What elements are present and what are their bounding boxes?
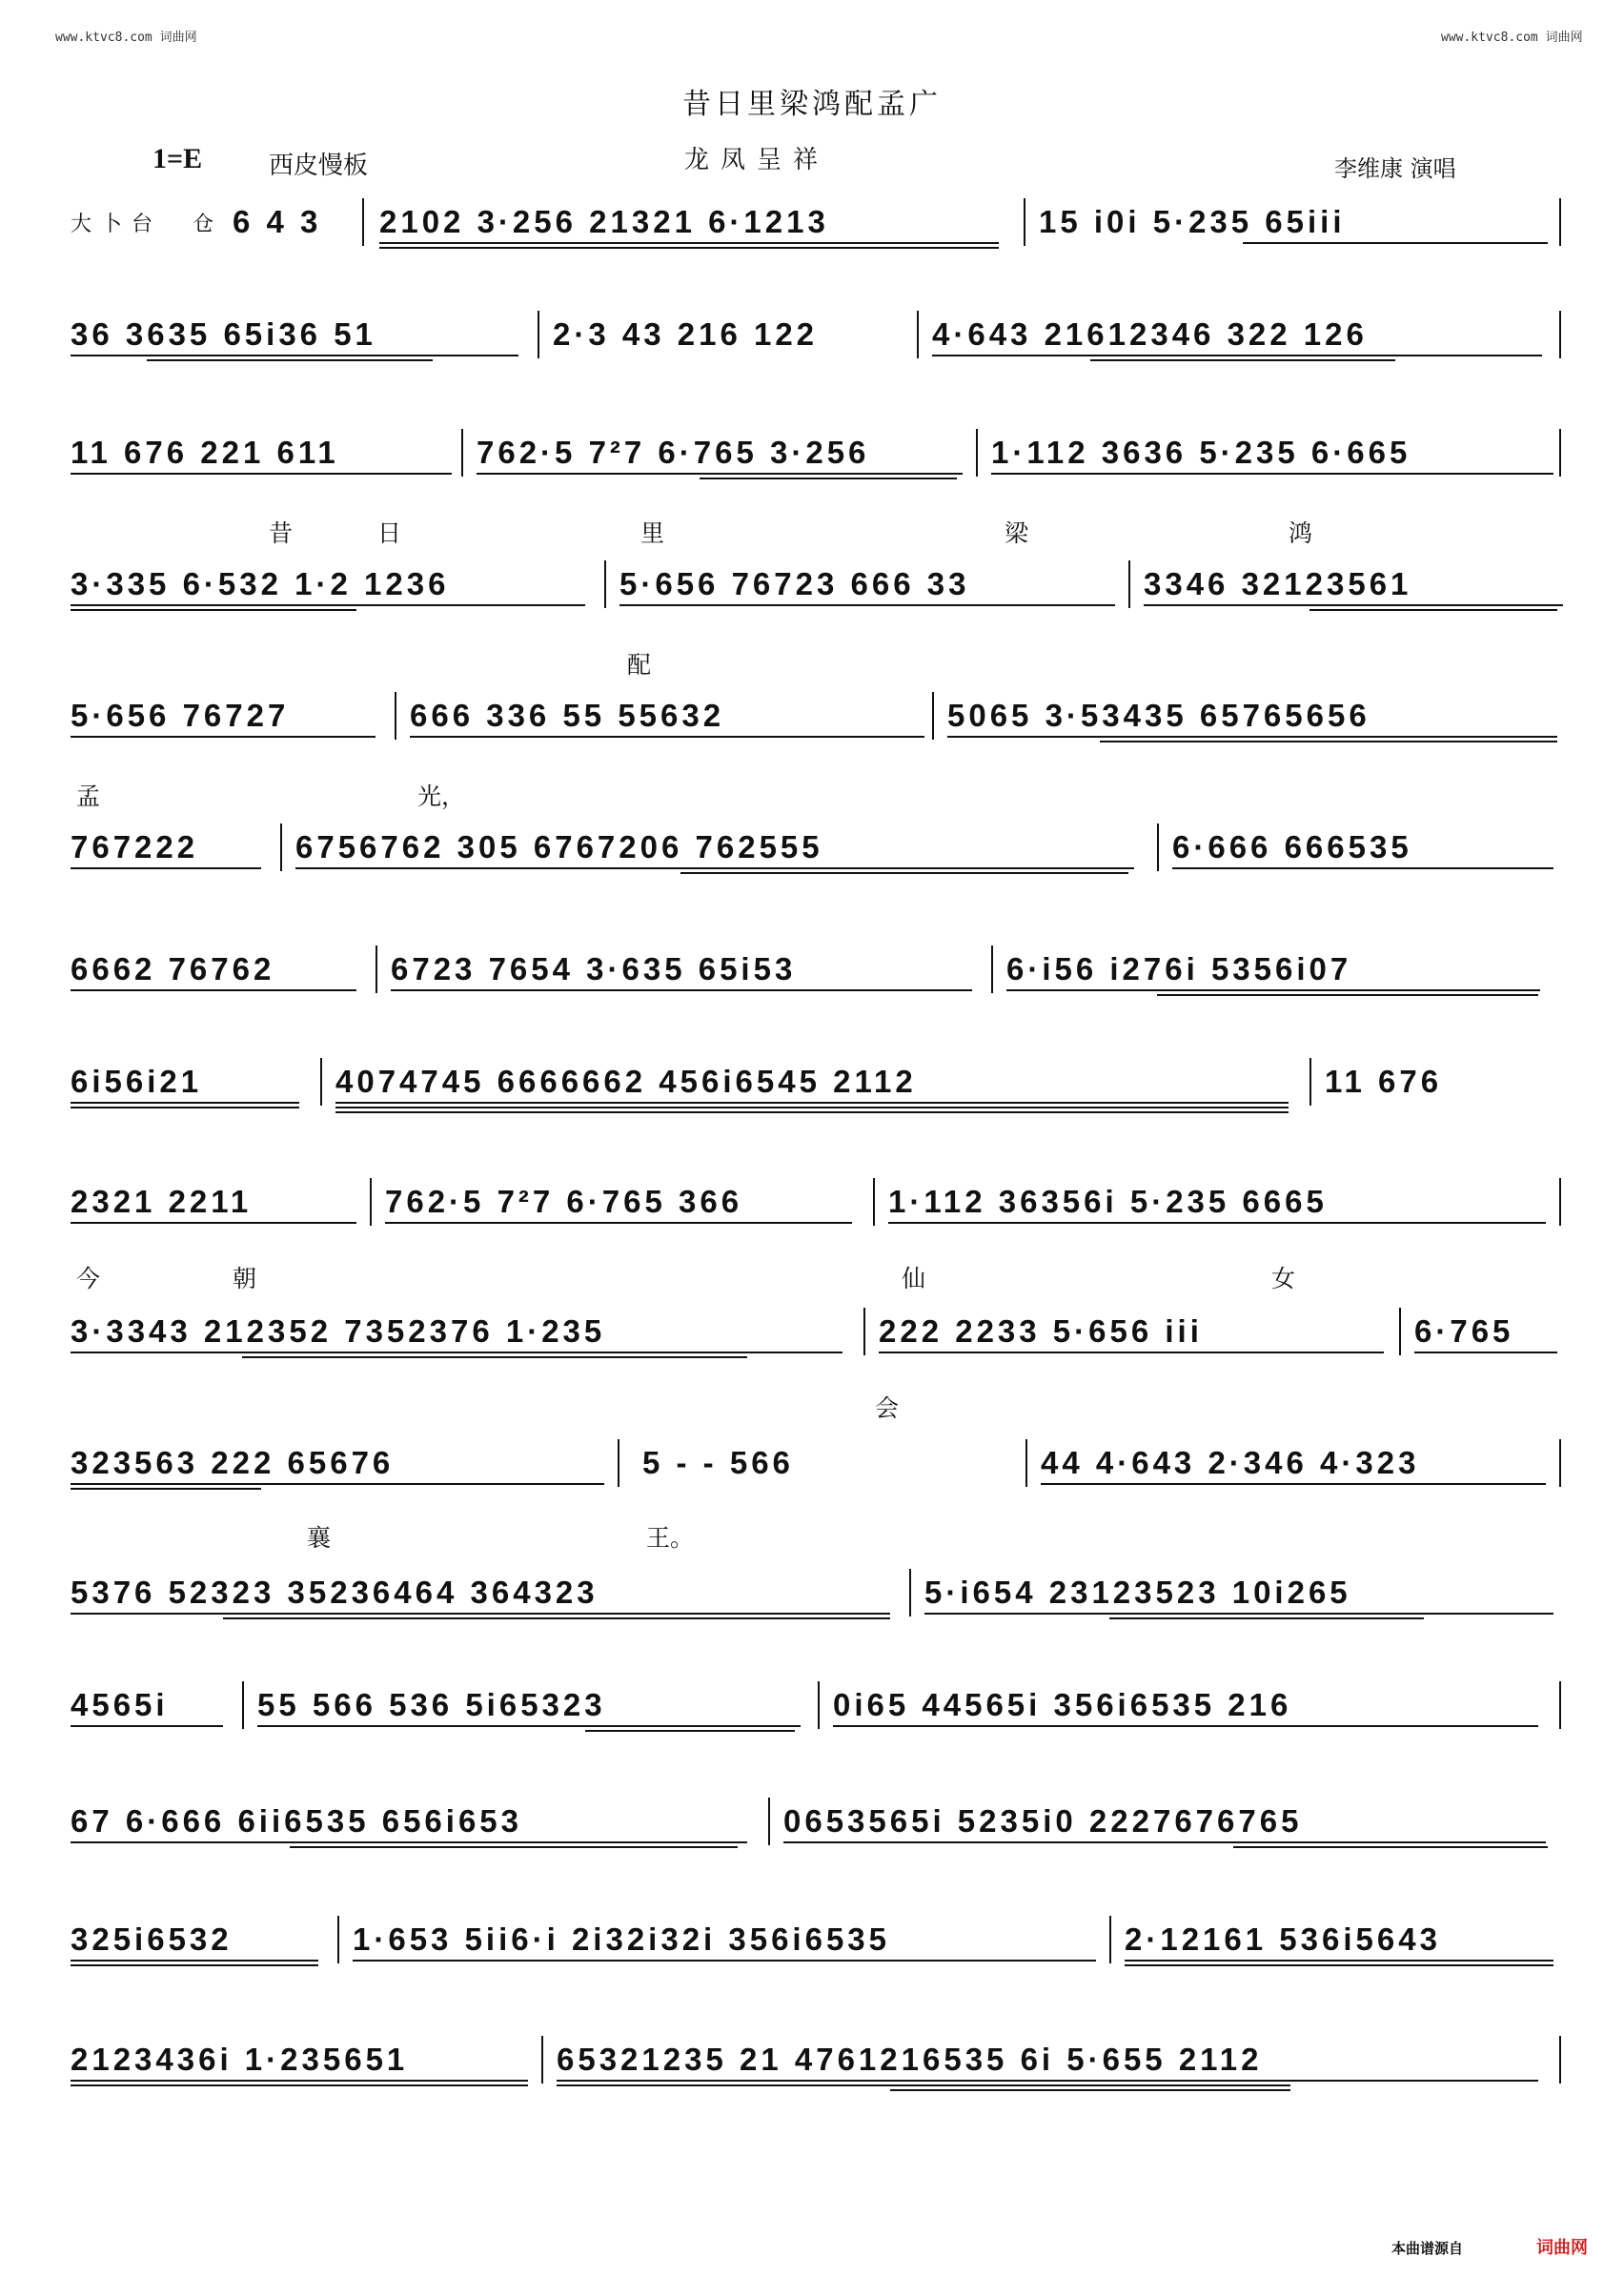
measure: 11 676 221 611 <box>71 437 339 469</box>
barline <box>909 1569 911 1616</box>
measure: 6 4 3 <box>233 206 322 238</box>
measure: 2321 2211 <box>71 1186 253 1218</box>
lyric: 会 <box>875 1394 900 1422</box>
measure: 3346 32123561 <box>1144 568 1412 600</box>
beam <box>71 1725 223 1727</box>
measure: 2123436i 1·235651 <box>71 2043 409 2076</box>
beam <box>71 1488 261 1490</box>
beam <box>879 1352 1384 1353</box>
opera-subtitle: 龙凤呈祥 <box>684 146 830 174</box>
barline <box>1399 1308 1401 1355</box>
beam <box>557 2084 1290 2086</box>
measure: 3·335 6·532 1·2 1236 <box>71 568 450 600</box>
measure: 55 566 536 5i65323 <box>257 1689 606 1721</box>
beam <box>71 355 518 356</box>
barline <box>991 945 993 993</box>
measure: 11 676 <box>1325 1066 1443 1098</box>
beam <box>71 609 356 611</box>
beam <box>71 473 452 475</box>
intro-cang: 仓 <box>193 213 224 236</box>
measure: 36 3635 65i36 51 <box>71 318 376 351</box>
side-watermark-left <box>4 38 17 2240</box>
barline <box>618 1439 619 1487</box>
beam <box>335 1107 1289 1108</box>
measure: 4·643 21612346 322 126 <box>932 318 1368 351</box>
beam <box>1172 867 1553 869</box>
measure: 15 i0i 5·235 65iii <box>1039 206 1346 238</box>
beam <box>335 1102 1289 1104</box>
footer-source-label: 本曲谱源自 <box>1391 2240 1464 2257</box>
barline <box>1559 198 1561 246</box>
beam <box>391 989 972 991</box>
beam <box>71 1613 890 1615</box>
score-row-12 <box>71 1576 1567 1609</box>
beam <box>890 2089 1290 2091</box>
score-row-15 <box>71 1923 1567 1956</box>
beam <box>1233 1846 1548 1848</box>
beam <box>1125 1964 1553 1966</box>
barline <box>1559 1439 1561 1487</box>
beam <box>71 1352 842 1353</box>
beam <box>783 1841 1546 1843</box>
barline <box>1024 198 1025 246</box>
barline <box>1109 1916 1111 1963</box>
measure: 3·3343 212352 7352376 1·235 <box>71 1315 606 1348</box>
beam <box>71 1841 747 1843</box>
beam <box>1100 741 1557 742</box>
beam <box>1090 359 1395 361</box>
barline <box>280 823 282 871</box>
measure: 44 4·643 2·346 4·323 <box>1041 1447 1420 1479</box>
measure: 5·i654 23123523 10i265 <box>924 1576 1351 1609</box>
beam <box>71 867 261 869</box>
barline <box>863 1308 865 1355</box>
measure: 323563 222 65676 <box>71 1447 395 1479</box>
beam <box>1243 242 1548 244</box>
barline <box>873 1178 875 1226</box>
barline <box>370 1178 372 1226</box>
beam <box>1144 604 1563 606</box>
lyric: 昔 <box>269 519 294 547</box>
beam <box>1006 989 1540 991</box>
beam <box>379 242 999 244</box>
beam <box>335 1111 1289 1113</box>
intro-percussion: 大卜台 <box>71 213 163 236</box>
beam <box>557 2080 1538 2082</box>
measure: 222 2233 5·656 iii <box>879 1315 1203 1348</box>
beam <box>991 473 1553 475</box>
site-url-left[interactable]: www.ktvc8.com 词曲网 <box>55 30 197 45</box>
lyric: 里 <box>640 519 665 547</box>
barline <box>461 429 463 477</box>
barline <box>976 429 978 477</box>
barline <box>1128 560 1130 608</box>
beam <box>1309 609 1557 611</box>
measure: 2·12161 536i5643 <box>1125 1923 1441 1956</box>
measure: 762·5 7²7 6·765 3·256 <box>477 437 870 469</box>
score-row-1 <box>71 206 1567 238</box>
beam <box>410 736 924 738</box>
barline <box>818 1681 820 1729</box>
beam <box>833 1725 1538 1727</box>
beam <box>353 1960 1096 1962</box>
score-row-13 <box>71 1689 1567 1721</box>
beam <box>71 736 376 738</box>
footer-logo[interactable]: 词曲网 <box>1536 2238 1588 2258</box>
barline <box>541 2036 543 2084</box>
score-row-6 <box>71 831 1567 864</box>
score-row-3 <box>71 437 1567 469</box>
barline <box>1559 429 1561 477</box>
measure: 1·653 5ii6·i 2i32i32i 356i6535 <box>353 1923 891 1956</box>
beam <box>71 604 585 606</box>
measure: 6·765 <box>1414 1315 1514 1348</box>
beam <box>947 736 1557 738</box>
beam <box>1414 1352 1557 1353</box>
barline <box>337 1916 339 1963</box>
measure: 1·112 3636 5·235 6·665 <box>991 437 1411 469</box>
measure: 5 - - 566 <box>642 1447 794 1479</box>
measure: 325i6532 <box>71 1923 233 1956</box>
barline <box>1559 1178 1561 1226</box>
beam <box>71 1960 318 1962</box>
barline <box>538 311 539 358</box>
beam <box>71 1102 299 1104</box>
score-row-5 <box>71 700 1567 732</box>
measure: 1·112 36356i 5·235 6665 <box>888 1186 1328 1218</box>
score-row-7 <box>71 953 1567 986</box>
barline <box>604 560 606 608</box>
beam <box>71 2080 528 2082</box>
measure: 6i56i21 <box>71 1066 203 1098</box>
lyric: 襄 <box>307 1524 332 1552</box>
measure: 0653565i 5235i0 2227676765 <box>783 1805 1303 1838</box>
score-row-16 <box>71 2043 1567 2076</box>
score-row-4 <box>71 568 1567 600</box>
measure: 6·666 666535 <box>1172 831 1412 864</box>
score-row-2 <box>71 318 1567 351</box>
measure: 6662 76762 <box>71 953 275 986</box>
beam <box>295 867 1134 869</box>
beam <box>385 1222 852 1224</box>
measure: 767222 <box>71 831 199 864</box>
measure: 5·656 76723 666 33 <box>619 568 970 600</box>
measure: 6·i56 i276i 5356i07 <box>1006 953 1352 986</box>
beam <box>1109 1617 1424 1619</box>
score-row-14 <box>71 1805 1567 1838</box>
barline <box>917 311 919 358</box>
barline <box>1559 1681 1561 1729</box>
site-url-right[interactable]: www.ktvc8.com 词曲网 <box>1441 30 1583 45</box>
measure: 4565i <box>71 1689 169 1721</box>
barline <box>376 945 377 993</box>
barline <box>242 1681 244 1729</box>
beam <box>1041 1483 1546 1485</box>
barline <box>320 1058 322 1106</box>
beam <box>379 247 999 249</box>
measure: 67 6·666 6ii6535 656i653 <box>71 1805 523 1838</box>
beam <box>257 1725 801 1727</box>
beam <box>290 1846 738 1848</box>
measure: 2·3 43 216 122 <box>553 318 819 351</box>
beam <box>585 1730 795 1732</box>
beam <box>147 359 433 361</box>
measure: 5376 52323 35236464 364323 <box>71 1576 599 1609</box>
beam <box>223 1617 890 1619</box>
beam <box>932 355 1542 356</box>
barline <box>1559 2036 1561 2084</box>
beam <box>888 1222 1546 1224</box>
barline <box>395 692 396 740</box>
beam <box>71 989 356 991</box>
barline <box>1157 823 1159 871</box>
side-watermark-right <box>1607 38 1620 2240</box>
lyric: 朝 <box>233 1265 257 1292</box>
barline <box>768 1798 770 1845</box>
score-row-8 <box>71 1066 1567 1098</box>
barline <box>1025 1439 1027 1487</box>
score-row-11 <box>71 1447 1567 1479</box>
lyric: 配 <box>627 651 652 679</box>
barline <box>1559 311 1561 358</box>
tempo-marking: 西皮慢板 <box>269 152 369 180</box>
measure: 4074745 6666662 456i6545 2112 <box>335 1066 917 1098</box>
measure: 0i65 44565i 356i6535 216 <box>833 1689 1292 1721</box>
barline <box>1309 1058 1311 1106</box>
beam <box>924 1613 1553 1615</box>
measure: 6756762 305 6767206 762555 <box>295 831 823 864</box>
measure: 666 336 55 55632 <box>410 700 725 732</box>
lyric: 孟 <box>76 783 101 810</box>
lyric: 女 <box>1271 1265 1296 1292</box>
beam <box>1157 994 1538 996</box>
barline <box>932 692 934 740</box>
measure: 762·5 7²7 6·765 366 <box>385 1186 743 1218</box>
lyric: 梁 <box>1005 519 1029 547</box>
beam <box>71 1107 299 1108</box>
measure: 5·656 76727 <box>71 700 290 732</box>
lyric: 今 <box>76 1265 101 1292</box>
performer-credit: 李维康 演唱 <box>1334 155 1456 182</box>
beam <box>619 604 1115 606</box>
measure: 5065 3·53435 65765656 <box>947 700 1370 732</box>
measure: 2102 3·256 21321 6·1213 <box>379 206 829 238</box>
lyric: 光， <box>417 783 466 810</box>
beam <box>700 478 957 479</box>
key-signature: 1=E <box>152 143 203 174</box>
beam <box>71 1483 604 1485</box>
measure: 65321235 21 4761216535 6i 5·655 2112 <box>557 2043 1263 2076</box>
score-row-9 <box>71 1186 1567 1218</box>
beam <box>477 473 963 475</box>
beam <box>1125 1960 1553 1962</box>
beam <box>71 1964 318 1966</box>
song-title: 昔日里梁鸿配孟广 <box>682 88 942 121</box>
lyric: 王。 <box>646 1524 695 1552</box>
beam <box>71 2084 528 2086</box>
score-row-10 <box>71 1315 1567 1348</box>
beam <box>680 872 1128 874</box>
lyric: 仙 <box>902 1265 926 1292</box>
measure: 6723 7654 3·635 65i53 <box>391 953 797 986</box>
beam <box>242 1356 747 1358</box>
lyric: 鸿 <box>1289 519 1313 547</box>
beam <box>71 1222 356 1224</box>
barline <box>362 198 364 246</box>
lyric: 日 <box>377 519 402 547</box>
